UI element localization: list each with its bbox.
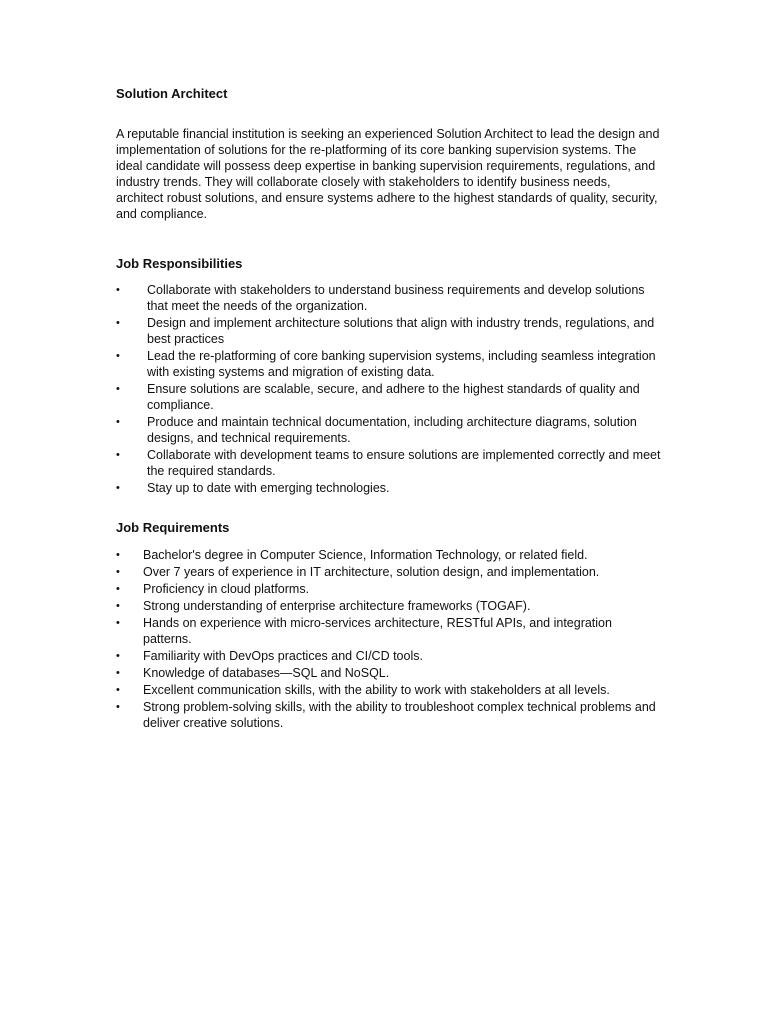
list-item-text: Produce and maintain technical documentation, including architecture diagrams, solution designs, and technical requirements. — [147, 415, 637, 445]
list-item-text: Design and implement architecture solutions that align with industry trends, regulations, and best practices — [147, 316, 655, 346]
bullet-icon: • — [116, 667, 120, 679]
list-item — [116, 564, 661, 580]
list-item — [116, 699, 661, 731]
requirements-heading: Job Requirements — [116, 520, 230, 535]
bullet-icon: • — [116, 583, 120, 595]
bullet-icon: • — [116, 416, 120, 428]
list-item — [116, 414, 661, 446]
list-item — [116, 447, 661, 479]
responsibilities-heading: Job Responsibilities — [116, 256, 243, 271]
list-item-text: Over 7 years of experience in IT architecture, solution design, and implementation. — [143, 565, 600, 579]
list-item-text: Collaborate with stakeholders to understand business requirements and develop solutions that meet the needs of the organization. — [147, 283, 645, 313]
list-item-text: Knowledge of databases—SQL and NoSQL. — [143, 666, 390, 680]
list-item — [116, 648, 661, 664]
list-item-text: Proficiency in cloud platforms. — [143, 582, 310, 596]
list-item — [116, 581, 661, 597]
bullet-icon: • — [116, 350, 120, 362]
responsibilities-list — [116, 282, 661, 497]
bullet-icon: • — [116, 650, 120, 662]
intro-paragraph: A reputable financial institution is seeking an experienced Solution Architect to lead the design and implementation of solutions for the re-platforming of its core banking supervision systems. The ideal candidate will possess deep expertise in banking supervision requirements, regulations, and industry trends. They will collaborate closely with stakeholders to identify business needs, architect robust solutions, and ensure systems adhere to the highest standards of quality, security, and compliance. — [116, 127, 660, 221]
list-item — [116, 682, 661, 698]
list-item-text: Stay up to date with emerging technologies. — [147, 481, 390, 495]
list-item-text: Familiarity with DevOps practices and CI/CD tools. — [143, 649, 423, 663]
list-item — [116, 665, 661, 681]
list-item — [116, 480, 661, 496]
document-title: Solution Architect — [116, 86, 228, 101]
list-item — [116, 547, 661, 563]
list-item-text: Hands on experience with micro-services architecture, RESTful APIs, and integration patterns. — [143, 616, 612, 646]
list-item-text: Strong problem-solving skills, with the ability to troubleshoot complex technical problems and deliver creative solutions. — [143, 700, 656, 730]
bullet-icon: • — [116, 383, 120, 395]
list-item — [116, 381, 661, 413]
list-item-text: Bachelor's degree in Computer Science, Information Technology, or related field. — [143, 548, 588, 562]
list-item-text: Strong understanding of enterprise architecture frameworks (TOGAF). — [143, 599, 531, 613]
list-item-text: Excellent communication skills, with the ability to work with stakeholders at all levels. — [143, 683, 610, 697]
bullet-icon: • — [116, 701, 120, 713]
bullet-icon: • — [116, 566, 120, 578]
bullet-icon: • — [116, 617, 120, 629]
list-item-text: Ensure solutions are scalable, secure, and adhere to the highest standards of quality and compliance. — [147, 382, 640, 412]
list-item — [116, 348, 661, 380]
bullet-icon: • — [116, 317, 120, 329]
bullet-icon: • — [116, 482, 120, 494]
bullet-icon: • — [116, 684, 120, 696]
list-item — [116, 315, 661, 347]
bullet-icon: • — [116, 600, 120, 612]
bullet-icon: • — [116, 449, 120, 461]
list-item — [116, 282, 661, 314]
list-item — [116, 598, 661, 614]
list-item — [116, 615, 661, 647]
list-item-text: Lead the re-platforming of core banking supervision systems, including seamless integration with existing systems and migration of existing data. — [147, 349, 656, 379]
bullet-icon: • — [116, 284, 120, 296]
bullet-icon: • — [116, 549, 120, 561]
list-item-text: Collaborate with development teams to ensure solutions are implemented correctly and meet the required standards. — [147, 448, 661, 478]
requirements-list — [116, 547, 661, 732]
